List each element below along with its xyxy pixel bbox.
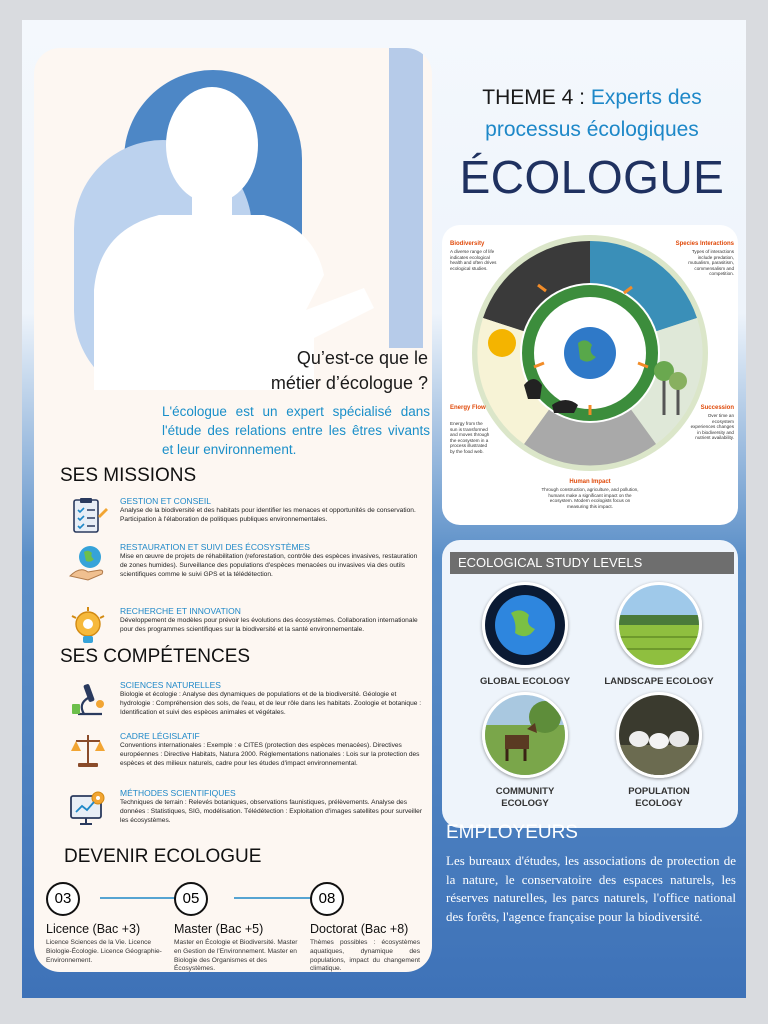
left-info-card: Qu’est-ce que le métier d’écologue ? L'écologue est un expert spécialisé dans l'étude des relations entre les êtres vivants et leur environnement. SES MISSIONS GESTION ET CONSEIL Analyse de la biodiversité et des habitats pour identifier les menaces et opportunités de conservation. Participation à l'élaboration de politiques publiques environnementales. RESTAURATION ET SUIVI DES ÉCOSYSTÈMES Mise en œuvre de projets de réhabilitation (reforestation, contrôle des espèces invasives, restauration de zones humides). Surveillance des populations d'espèces menacées ou invasives via des outils scientifiques comme le suivi GPS et la télédétection. RECHERCHE ET INNOVATION Développement de modèles pour prévoir les évolutions des écosystèmes. Collaboration internationale pour des programmes scientifiques sur la biodiversité et la santé environnementale. SES COMPÉTENCES SCIENCES NATURELLES Biologie et écologie : Analyse des dynamiques de populations et de la biodiversité. Géologie et hydrologie : Compréhension des sols, de l'eau, et de leur rôle dans les habitats. Zoologie et botanique : Identification et suivi des espèces animales et végétales. CADRE LÉGISLATIF Conventions internationales : Exemple : e CITES (protection des espèces menacées). Directives européennes : Directive Habitats, Natura 2000. Réglementations nationales : Lois sur la protection des espèces et des milieux naturels, cadre pour les études d'impact environnemental. MÉTHODES SCIENTIFIQUES Techniques de terrain : Relevés botaniques, observations faunistiques, prélèvements. Analyse des données : Statistiques, SIG, modélisation. Télédétection : Exploitation d'images satellites pour surveiller les écosystèmes. DEVENIR ECOLOGUE 03 Licence (Bac +3) Licence Sciences de la Vie. Licence Biologie-Écologie. Licence Géographie-Environnement. 05 Master (Bac +5) Master en Écologie et Biodiversité. Master en Gestion de l'Environnement. Master en Biologie des Organismes et des Écosystèmes. 08 Doctorat (Bac +8) Thèmes possibles : écosystèmes aquatiques, dynamique des populations, impact du changement climatique. — [34, 48, 432, 972]
microscope-icon — [68, 680, 108, 720]
sheep-image — [616, 692, 702, 778]
level-landscape: LANDSCAPE ECOLOGY — [594, 582, 724, 688]
globe-image — [482, 582, 568, 668]
career-step: 03 Licence (Bac +3) Licence Sciences de la Vie. Licence Biologie-Écologie. Licence Géographie-Environnement. — [46, 882, 174, 965]
years-badge: 08 — [310, 882, 344, 916]
wheel-label-biodiversity: Biodiversity — [450, 241, 485, 247]
theme-heading: THEME 4 : Experts des processus écologiques — [482, 86, 702, 141]
decorative-strip — [389, 48, 423, 348]
ecology-wheel-card: Biodiversity A diverse range of life indicates ecological health and often drives ecological studies. Species Interactions Types of interactions include predation, mutualism, parasitism, commensalism and competition. Succession Over time an ecosystem experiences changes in biodiversity and nutrient availability. Energy Flow Energy from the sun is transformed and moves through the ecosystem in a process illustrated by the food web. Human Impact Through construction, agriculture, and pollution, humans make a significant impact on the ecosystem. Modern ecologists focus on measuring this impact. — [442, 225, 738, 525]
earth-hand-icon — [68, 542, 108, 582]
computer-gears-icon — [68, 788, 108, 828]
career-step: 08 Doctorat (Bac +8) Thèmes possibles : écosystèmes aquatiques, dynamique des populations, impact du changement climatique. — [310, 882, 420, 972]
employers-title: EMPLOYEURS — [446, 822, 578, 843]
person-silhouette-icon — [74, 70, 394, 390]
idea-gear-icon — [68, 606, 108, 646]
employers-text: Les bureaux d'études, les associations de protection de la nature, le conservatoire des espaces naturels, les réserves naturelles, les parcs naturels, l'office national des forêts, l'agence française pour la biodiversité. — [446, 853, 736, 924]
career-title: DEVENIR ECOLOGUE — [64, 846, 262, 867]
poster — [22, 20, 746, 998]
wheel-label-energy: Energy Flow — [450, 405, 486, 411]
competences-title: SES COMPÉTENCES — [60, 646, 251, 667]
years-badge: 05 — [174, 882, 208, 916]
justice-scale-icon — [68, 731, 108, 771]
years-badge: 03 — [46, 882, 80, 916]
checklist-icon — [68, 496, 108, 536]
wheel-label-succession: Succession — [700, 405, 734, 411]
intro-definition: L'écologue est un expert spécialisé dans l'étude des relations entre les êtres vivants et leur environnement. — [162, 404, 430, 457]
job-title: ÉCOLOGUE — [459, 151, 725, 203]
study-levels-card — [442, 540, 738, 828]
level-community: COMMUNITY ECOLOGY — [460, 692, 590, 810]
horses-image — [482, 692, 568, 778]
landscape-image — [616, 582, 702, 668]
career-step: 05 Master (Bac +5) Master en Écologie et Biodiversité. Master en Gestion de l'Environnement. Master en Biologie des Organismes et des Écosystèmes. — [174, 882, 302, 972]
level-global: GLOBAL ECOLOGY — [460, 582, 590, 688]
intro-question: Qu’est-ce que le métier d’écologue ? — [270, 348, 428, 393]
level-population: POPULATION ECOLOGY — [594, 692, 724, 810]
study-levels-title: ECOLOGICAL STUDY LEVELS — [450, 552, 734, 574]
wheel-label-human: Human Impact — [569, 479, 611, 485]
missions-title: SES MISSIONS — [60, 465, 197, 486]
wheel-label-species: Species Interactions — [675, 241, 734, 247]
